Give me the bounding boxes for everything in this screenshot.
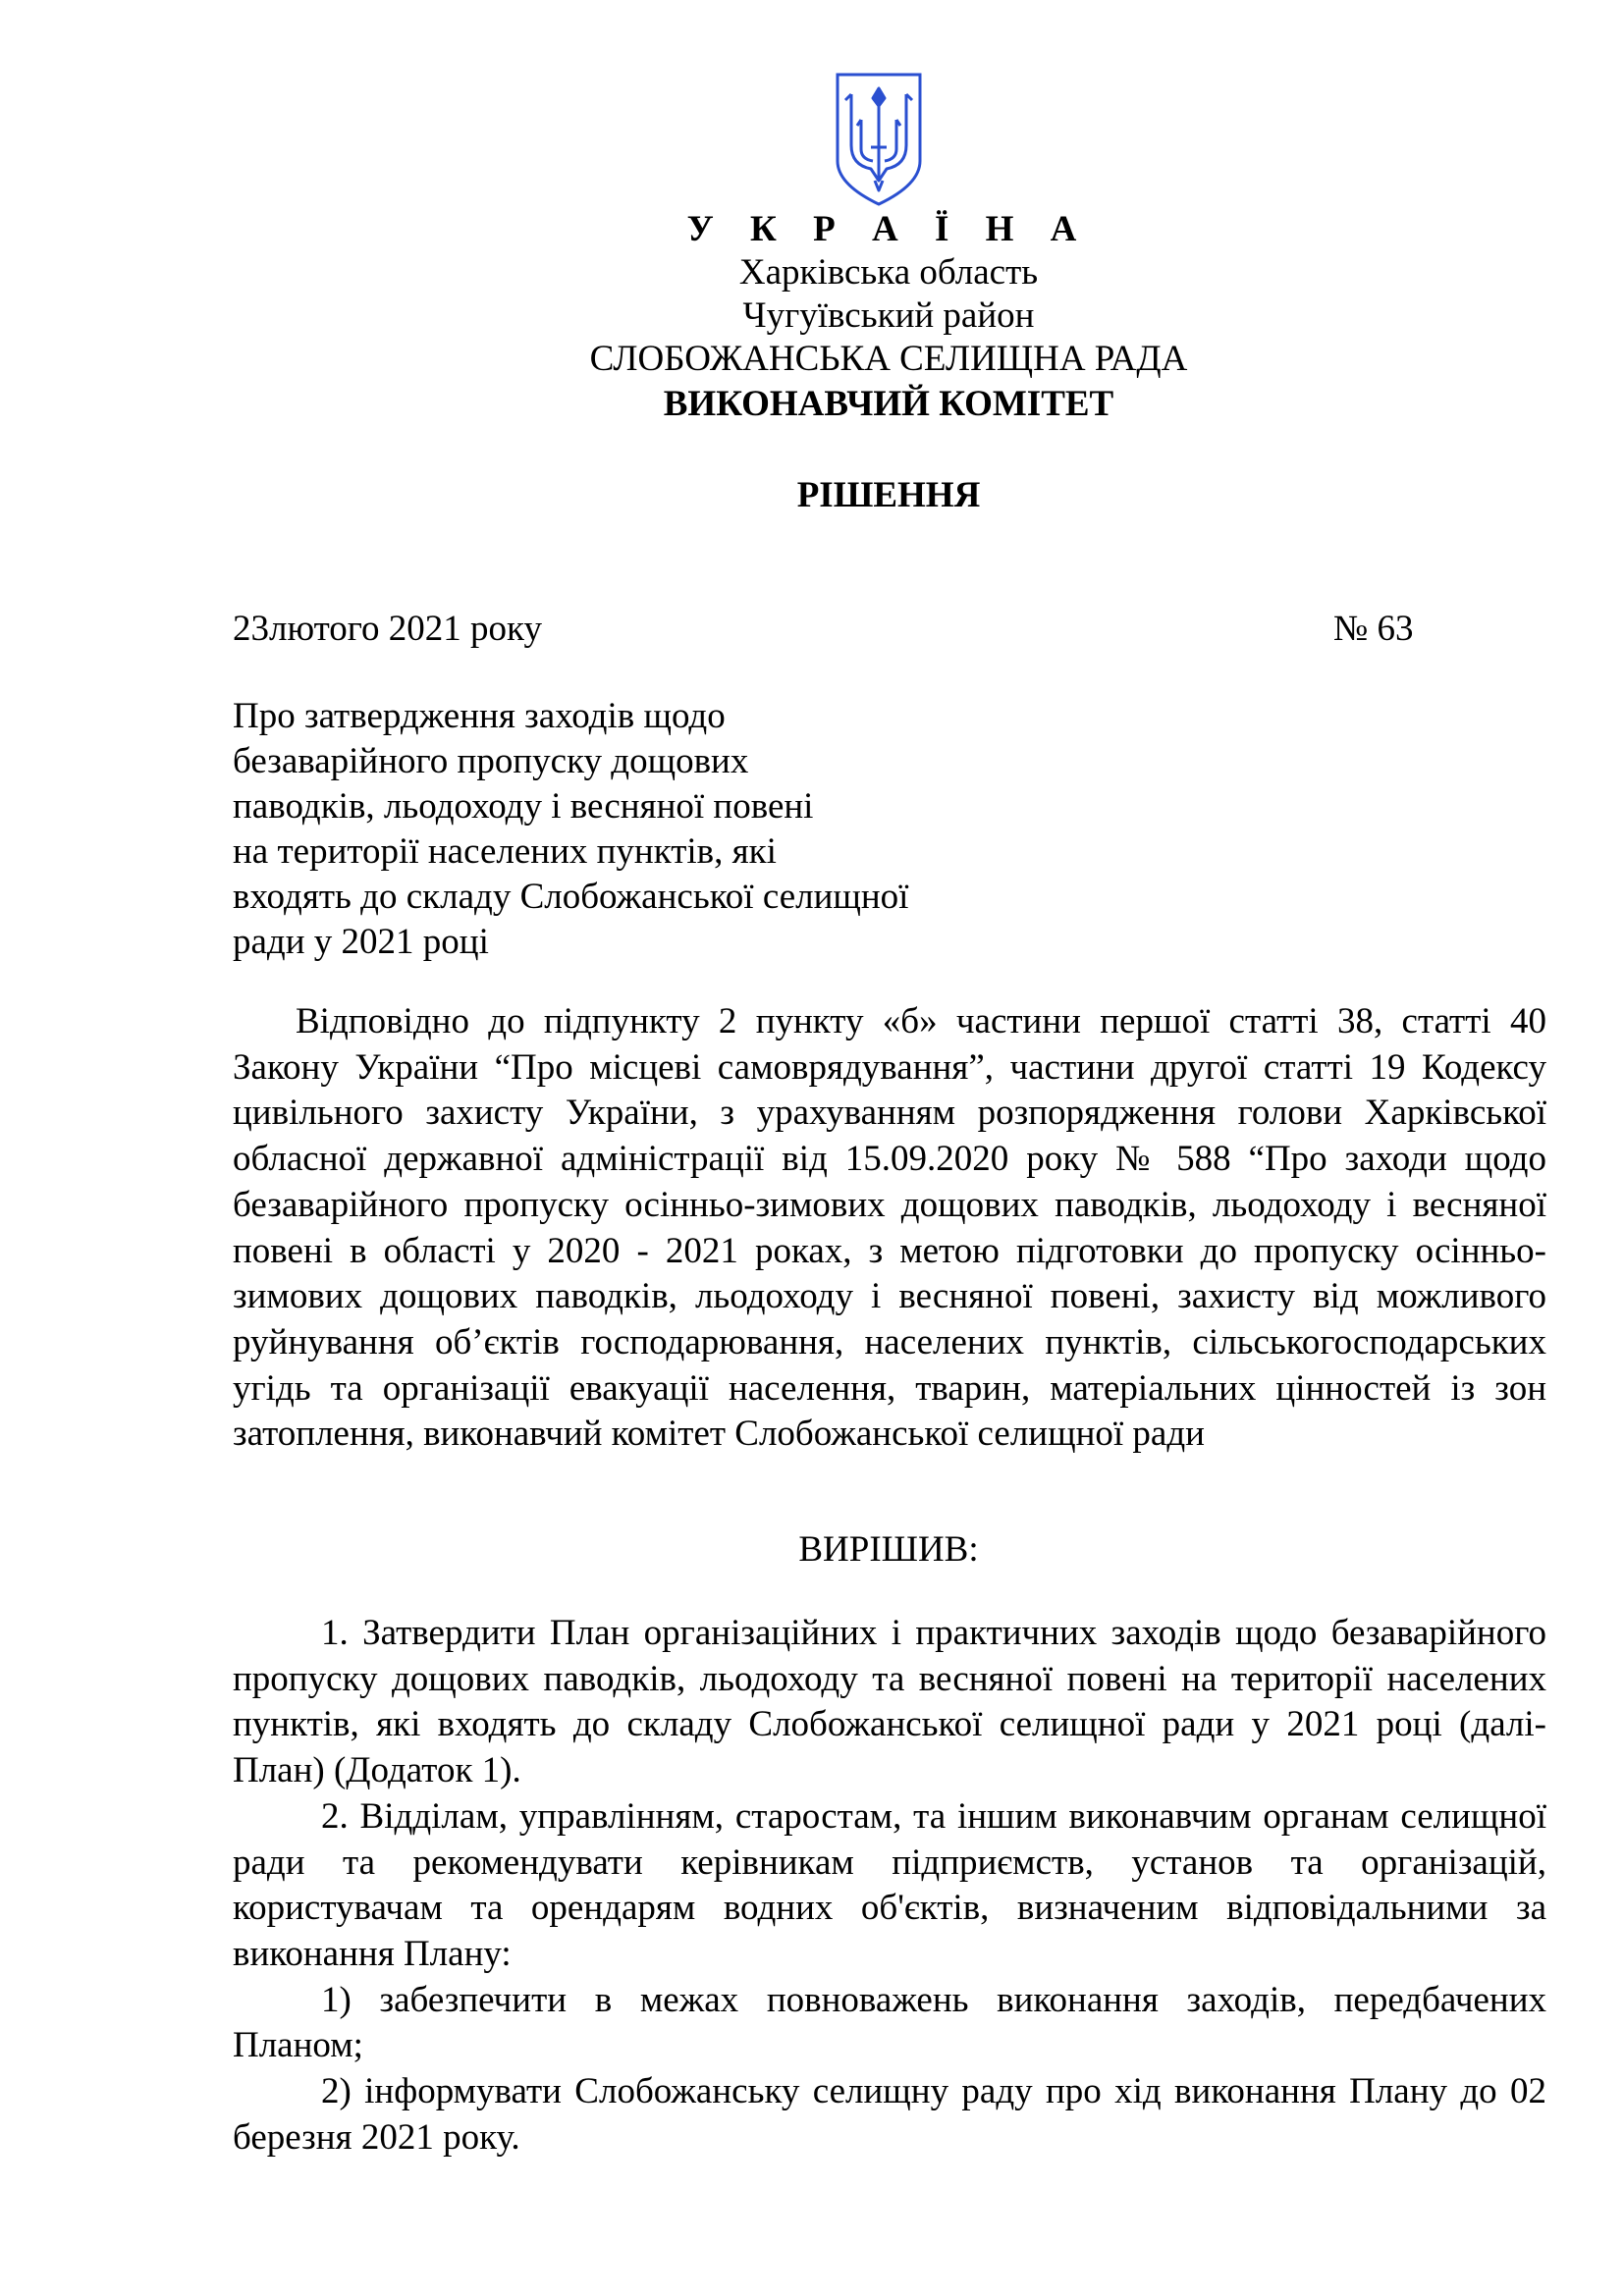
subject-line: безаварійного пропуску дощових	[233, 741, 749, 781]
subject-line: паводків, льодоходу і весняної повені	[233, 786, 814, 827]
subject-line: ради у 2021 році	[233, 922, 489, 962]
decision-items	[233, 1611, 1546, 2161]
district-line: Чугуївський район	[742, 295, 1035, 336]
decision-item: 2. Відділам, управлінням, старостам, та іншим виконавчим органам селищної ради та рекомендувати керівникам підприємств, установ та організацій, користувачам та орендарям водних об'єктів, визначеним відповідальними за виконання Плану:	[233, 1795, 1546, 1974]
decided-heading: ВИРІШИВ:	[798, 1529, 979, 1570]
region-line: Харківська область	[738, 252, 1039, 293]
council-name: СЛОБОЖАНСЬКА СЕЛИЩНА РАДА	[589, 339, 1188, 379]
preamble-paragraph: Відповідно до підпункту 2 пункту «б» частини першої статті 38, статті 40 Закону України “Про місцеві самоврядування”, частини другої статті 19 Кодексу цивільного захисту України, з урахуванням розпорядження голови Харківської обласної державної адміністрації від 15.09.2020 року № 588 “Про заходи щодо безаварійного пропуску осінньо-зимових дощових паводків, льодоходу і весняної повені в області у 2020 - 2021 роках, з метою підготовки до пропуску осінньо-зимових дощових паводків, льодоходу і весняної повені, захисту від можливого руйнування об’єктів господарювання, населених пунктів, сільськогосподарських угідь та організації евакуації населення, тварин, матеріальних цінностей із зон затоплення, виконавчий комітет Слобожанської селищної ради	[233, 1001, 1546, 1455]
decision-subitem: 1) забезпечити в межах повноважень виконання заходів, передбачених Планом;	[233, 1979, 1546, 2066]
decision-date: 23лютого 2021 року	[233, 609, 543, 649]
decision-item: 1. Затвердити План організаційних і практичних заходів щодо безаварійного пропуску дощових паводків, льодоходу та весняної повені на території населених пунктів, які входять до складу Слобожанської селищної ради у 2021 році (далі-План) (Додаток 1).	[233, 1613, 1546, 1791]
decision-number: № 63	[1333, 609, 1414, 649]
preamble-block	[233, 999, 1546, 1458]
trident-coat-of-arms-icon	[832, 71, 926, 208]
subject-line: Про затвердження заходів щодо	[233, 696, 726, 736]
subject-line: входять до складу Слобожанської селищної	[233, 877, 909, 917]
decision-subitem: 2) інформувати Слобожанську селищну раду про хід виконання Плану до 02 березня 2021 року.	[233, 2071, 1546, 2158]
document-type-heading: РІШЕННЯ	[796, 475, 981, 515]
committee-name: ВИКОНАВЧИЙ КОМІТЕТ	[663, 384, 1114, 424]
country-title: У К Р А Ї Н А	[686, 209, 1091, 249]
decision-subject	[233, 694, 908, 965]
subject-line: на території населених пунктів, які	[233, 831, 777, 872]
